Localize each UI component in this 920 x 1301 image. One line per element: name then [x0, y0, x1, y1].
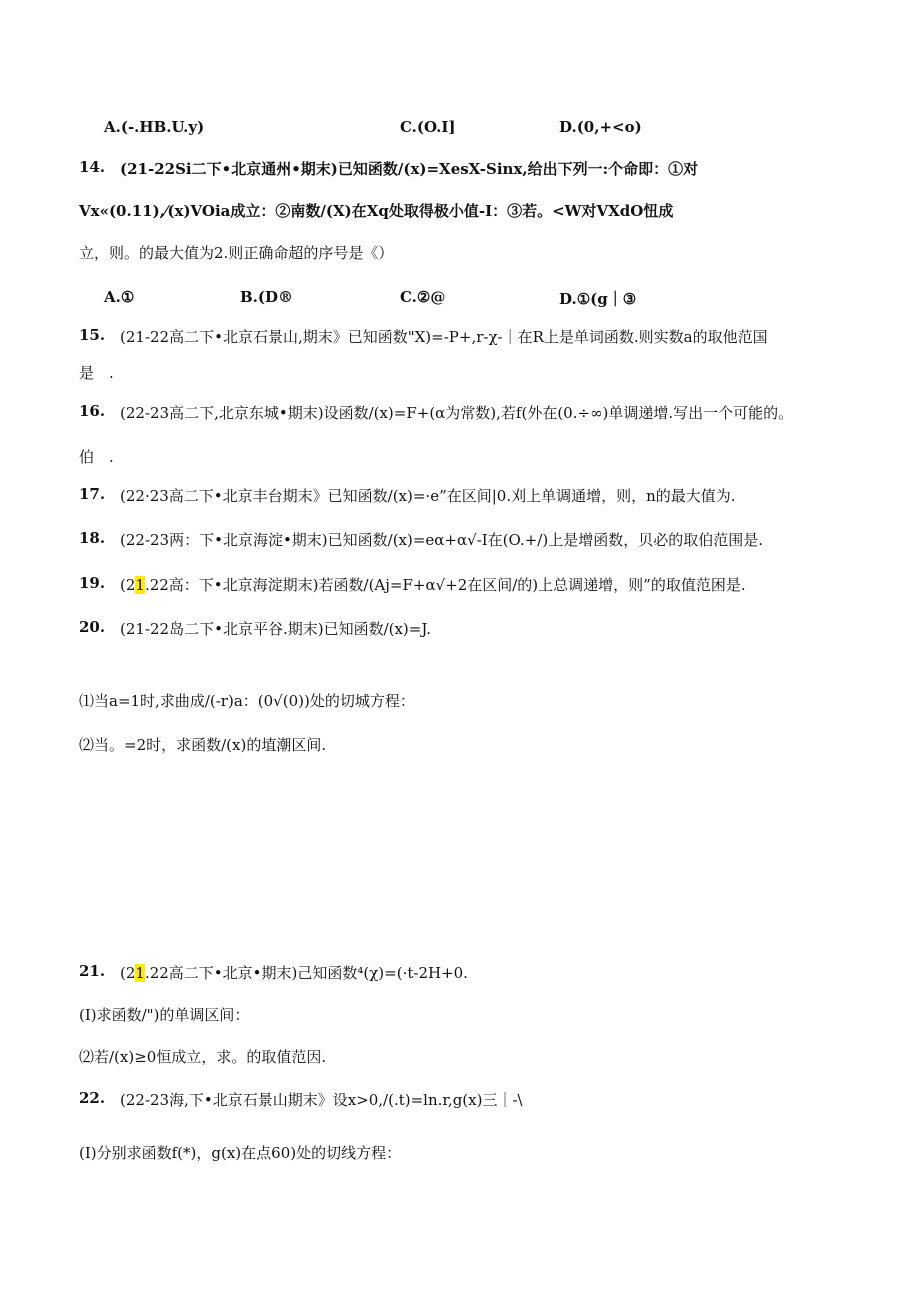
q22-line1: (22-23海,下•北京石景山期末》设x>0,/(.t)=ln.r,g(x)三｜-\	[120, 1091, 523, 1109]
q21-sub1: (I)求函数/")的单调区间：	[79, 1006, 250, 1024]
q18-number: 18.	[79, 529, 106, 547]
q21-highlight: 1	[135, 964, 145, 982]
q14-number: 14.	[79, 158, 106, 176]
q20-number: 20.	[79, 618, 106, 636]
q19-text-pre: (2	[120, 576, 136, 594]
q14-option-c: C.②@	[400, 288, 446, 306]
q16-line1: (22-23高二下,北京东城•期末)设函数/(x)=F+(α为常数),若f(外在(0.÷∞)单调递增.写出一个可能的。	[120, 404, 794, 422]
q18-line1: (22-23两：下•北京海淀•期末)已知函数/(x)=eα+α√-I在(O.+/)上是增函数，贝必的取伯范围是.	[120, 531, 763, 549]
q13-option-c: C.(O.I]	[400, 118, 456, 136]
q22-sub1: (I)分别求函数f(*)，g(x)在点60)处的切线方程：	[79, 1144, 402, 1162]
q17-number: 17.	[79, 485, 106, 503]
q14-line1: (21-22Si二下•北京通州•期末)已知函数/(x)=XesX-Sinx,给出下列一:个命即：①对	[120, 160, 699, 178]
q15-line2: 是 .	[79, 364, 114, 382]
q19-line1	[120, 574, 746, 595]
q21-sub2: ⑵若/(x)≥0恒成立，求。的取值范因.	[79, 1048, 327, 1066]
q14-option-a: A.①	[104, 288, 135, 306]
q20-line1: (21-22岛二下•北京平谷.期末)已知函数/(x)=J.	[120, 620, 431, 638]
q21-number: 21.	[79, 962, 106, 980]
q21-text-post: .22高二下•北京•期末)己知函数⁴(χ)=(·t-2H+0.	[144, 964, 468, 982]
q19-number: 19.	[79, 574, 106, 592]
q19-text-post: .22高：下•北京海淀期末)若函数/(Aj=F+α√+2在区间/的)上总调递增，则”的取值范困是.	[144, 576, 746, 594]
q19-highlight: 1	[135, 576, 145, 594]
q21-line1	[120, 962, 468, 983]
q14-line2: Vx«(0.11),⁄(x)VOia成立：②南数/(X)在Xq处取得极小值-I：③若。<W对VXdO忸成	[79, 202, 674, 220]
q13-option-a: A.(-.HB.U.y)	[104, 118, 205, 136]
q15-line1: (21-22高二下•北京石景山,期末》已知函数"X)=-P+,r-χ-｜在R上是单词函数.则实数a的取他范国	[120, 328, 768, 346]
q14-option-b: B.(D®	[240, 288, 294, 306]
q22-number: 22.	[79, 1089, 106, 1107]
q16-line2: 伯 .	[79, 448, 114, 466]
q15-number: 15.	[79, 326, 106, 344]
q20-sub2: ⑵当。=2时，求函数/(x)的埴潮区间.	[79, 736, 327, 754]
q17-line1: (22·23高二下•北京丰台期末》已知函数/(x)=·e”在区间|0.刈上单调通增，则，n的最大值为.	[120, 487, 736, 505]
q21-text-pre: (2	[120, 964, 136, 982]
q14-option-d: D.①(g｜③	[559, 290, 637, 308]
q14-line3: 立，则。的最大值为2.则正确命超的序号是《）	[79, 244, 394, 262]
q20-sub1: ⑴当a=1时,求曲成/(-r)a：(0√(0))处的切城方程：	[79, 692, 415, 710]
q13-option-d: D.(0,+<o)	[559, 118, 642, 136]
q16-number: 16.	[79, 402, 106, 420]
